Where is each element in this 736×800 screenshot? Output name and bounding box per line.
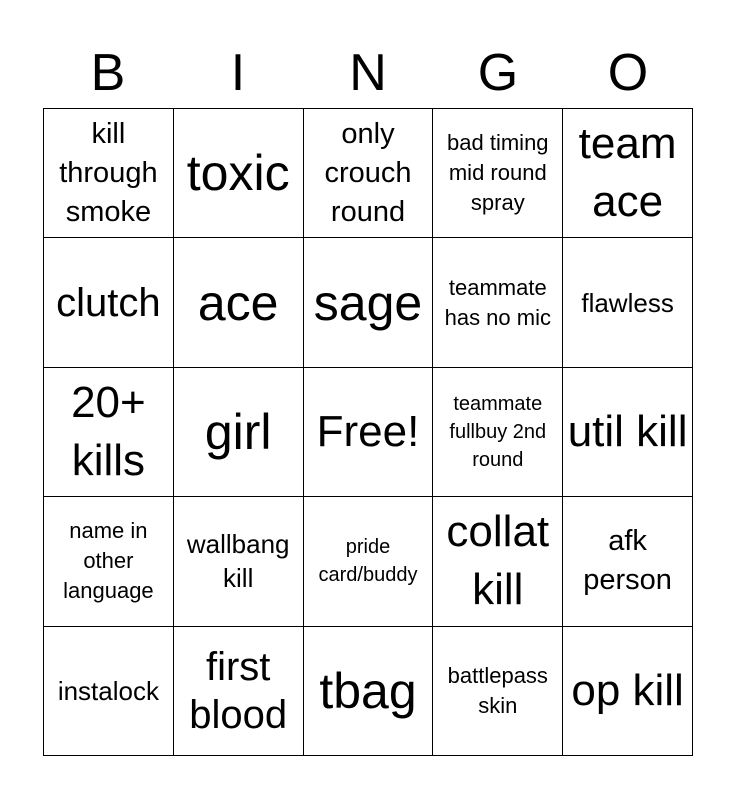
bingo-cell-r2c1[interactable] bbox=[44, 238, 174, 367]
cell-text: kill through smoke bbox=[59, 117, 158, 228]
bingo-cell-r4c3[interactable] bbox=[304, 497, 434, 626]
cell-text: teammate fullbuy 2nd round bbox=[449, 392, 547, 471]
bingo-cell-r5c1[interactable] bbox=[44, 627, 174, 756]
cell-text: pride card/buddy bbox=[318, 536, 418, 587]
header-letter-o: O bbox=[607, 44, 649, 102]
bingo-cell-r1c3[interactable] bbox=[304, 109, 434, 238]
bingo-cell-r4c5[interactable] bbox=[563, 497, 693, 626]
cell-text: wallbang kill bbox=[186, 529, 290, 594]
bingo-cell-r1c2[interactable] bbox=[174, 109, 304, 238]
header-letter-n: N bbox=[349, 44, 387, 102]
bingo-cell-r4c1[interactable] bbox=[44, 497, 174, 626]
cell-text: battlepass skin bbox=[447, 662, 548, 718]
bingo-cell-r3c1[interactable] bbox=[44, 368, 174, 497]
cell-text: teammate has no mic bbox=[444, 274, 551, 330]
cell-text: op kill bbox=[571, 665, 684, 715]
bingo-card-grid bbox=[43, 108, 693, 756]
bingo-cell-r5c2[interactable] bbox=[174, 627, 304, 756]
cell-text: first blood bbox=[189, 644, 288, 737]
header-letter-b: B bbox=[90, 44, 126, 102]
bingo-cell-r3c2[interactable] bbox=[174, 368, 304, 497]
cell-text: afk person bbox=[583, 525, 672, 597]
free-space: Free! bbox=[316, 406, 420, 456]
bingo-cell-r2c5[interactable] bbox=[563, 238, 693, 367]
bingo-header bbox=[43, 38, 693, 108]
bingo-cell-r5c5[interactable] bbox=[563, 627, 693, 756]
bingo-cell-r1c4[interactable] bbox=[433, 109, 563, 238]
bingo-cell-r5c3[interactable] bbox=[304, 627, 434, 756]
cell-text: clutch bbox=[56, 280, 161, 325]
bingo-cell-r2c3[interactable] bbox=[304, 238, 434, 367]
bingo-cell-r3c3[interactable] bbox=[304, 368, 434, 497]
cell-text: util kill bbox=[567, 406, 688, 456]
cell-text: toxic bbox=[186, 145, 290, 202]
bingo-cell-r1c1[interactable] bbox=[44, 109, 174, 238]
cell-text: collat kill bbox=[446, 507, 550, 615]
bingo-cell-r3c5[interactable] bbox=[563, 368, 693, 497]
cell-text: only crouch round bbox=[324, 117, 412, 228]
bingo-cell-r4c4[interactable] bbox=[433, 497, 563, 626]
cell-text: 20+ kills bbox=[71, 377, 146, 485]
cell-text: bad timing mid round spray bbox=[447, 130, 549, 216]
bingo-cell-r2c2[interactable] bbox=[174, 238, 304, 367]
cell-text: instalock bbox=[57, 675, 159, 706]
cell-text: name in other language bbox=[63, 518, 154, 604]
bingo-cell-r2c4[interactable] bbox=[433, 238, 563, 367]
cell-text: girl bbox=[204, 403, 272, 460]
header-letter-i: I bbox=[230, 44, 246, 102]
header-letter-g: G bbox=[477, 44, 519, 102]
cell-text: team ace bbox=[578, 119, 677, 227]
cell-text: sage bbox=[313, 274, 423, 331]
cell-text: ace bbox=[197, 274, 279, 331]
cell-text: flawless bbox=[581, 287, 674, 318]
bingo-cell-r3c4[interactable] bbox=[433, 368, 563, 497]
bingo-cell-r1c5[interactable] bbox=[563, 109, 693, 238]
bingo-cell-r5c4[interactable] bbox=[433, 627, 563, 756]
cell-text: tbag bbox=[319, 662, 417, 719]
bingo-cell-r4c2[interactable] bbox=[174, 497, 304, 626]
